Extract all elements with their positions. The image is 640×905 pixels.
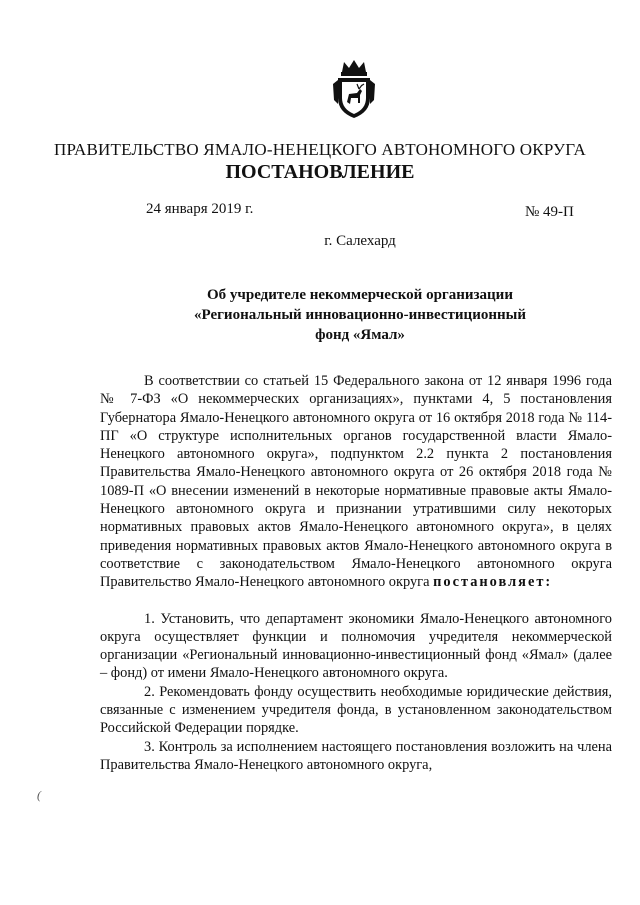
government-title: ПРАВИТЕЛЬСТВО ЯМАЛО-НЕНЕЦКОГО АВТОНОМНОГО ОКРУГА: [54, 140, 586, 159]
document-date: 24 января 2019 г.: [146, 201, 254, 217]
coat-of-arms-emblem: [330, 58, 378, 122]
document-type: ПОСТАНОВЛЕНИЕ: [225, 161, 415, 183]
subject-line: «Региональный инновационно-инвестиционный: [194, 307, 526, 323]
decree-item-1: 1. Установить, что департамент экономики Ямало-Ненецкого автономного округа осуществляет функции и полномочия учредителя некоммерческой организации «Региональный инновационно-инвестиционный фонд «Ямал» (далее – фонд) от имени Ямало-Ненецкого автономного округа.: [100, 610, 612, 682]
preamble-paragraph: [100, 372, 612, 592]
document-body: [100, 372, 612, 774]
subject-line: фонд «Ямал»: [315, 327, 405, 343]
decree-item-3: 3. Контроль за исполнением настоящего постановления возложить на члена Правительства Ямало-Ненецкого автономного округа,: [100, 738, 612, 773]
preamble-text: В соответствии со статьей 15 Федерального закона от 12 января 1996 года № 7-ФЗ «О некоммерческих организациях», пунктами 4, 5 постановления Губернатора Ямало-Ненецкого автономного округа от 16 октября 2018 года № 114-ПГ «О структуре исполнительных органов государственной власти Ямало-Ненецкого автономного округа», подпунктом 2.2 пункта 2 постановления Правительства Ямало-Ненецкого автономного округа от 26 октября 2018 года № 1089-П «О внесении изменений в некоторые нормативные правовые акты Ямало-Ненецкого автономного округа и признании утратившими силу некоторых нормативных правовых актов Ямало-Ненецкого автономного округа», в целях приведения нормативных правовых актов Ямало-Ненецкого автономного округа в соответствие с законодательством Ямало-Ненецкого автономного округа Правительство Ямало-Ненецкого автономного округа: [100, 373, 612, 591]
subject-line: Об учредителе некоммерческой организации: [207, 287, 513, 303]
decree-word: постановляет:: [433, 574, 553, 591]
decree-item-2: 2. Рекомендовать фонду осуществить необходимые юридические действия, связанные с изменением учредителя фонда, в установленном законодательством Российской Федерации порядке.: [100, 683, 612, 737]
document-subject: [160, 285, 560, 345]
document-city: г. Салехард: [324, 233, 396, 249]
document-number: № 49-П: [525, 204, 574, 220]
margin-mark: (: [37, 788, 41, 802]
